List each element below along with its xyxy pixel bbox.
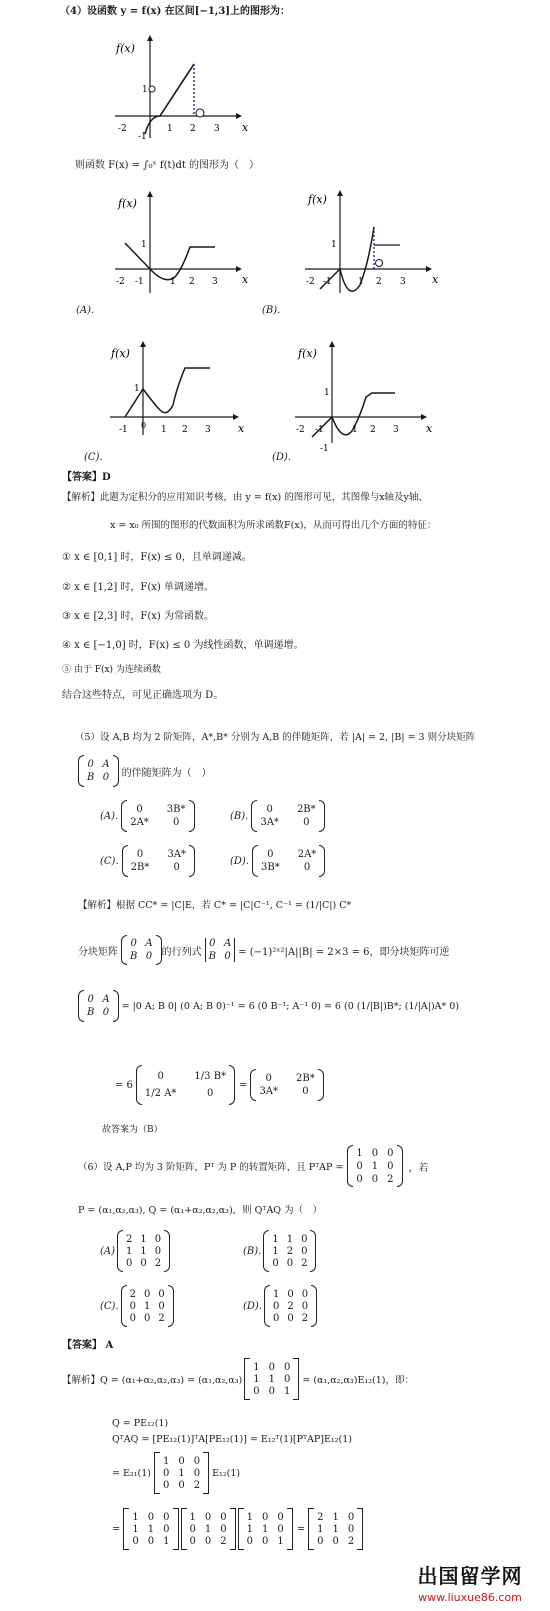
cell: 0: [286, 1257, 294, 1269]
cell: 1: [246, 1511, 254, 1523]
cell: 0: [371, 1173, 379, 1185]
option-label: (B).: [230, 810, 249, 822]
cell: 2: [193, 1479, 201, 1491]
q4-graph-b: [300, 185, 450, 295]
cell: A: [102, 759, 110, 770]
cell: 1: [189, 1511, 196, 1523]
q5-calc-line-1: [78, 990, 459, 1022]
cell: 1/3 B*: [194, 1071, 227, 1082]
q4-point-4: ④ x ∈ [−1,0] 时，F(x) ≤ 0 为线性函数，单调递增。: [62, 640, 304, 651]
q6-final-line: = 1 0 0 1 1 0 0 0 1 1 0 0 0 1 0 0 0 2 1 0 0 1 1 0 0 0 1 = 2 1 0 1 1 0 0 0 2: [112, 1508, 363, 1550]
cell: 2: [347, 1535, 355, 1547]
cell: 0: [144, 1288, 151, 1300]
cell: 0: [347, 1511, 355, 1523]
cell: 0: [209, 938, 216, 949]
det-suffix: = (−1)²ˣ²|A||B| = 2×3 = 6，即分块矩阵可逆: [238, 946, 450, 958]
tick-label: 1: [358, 277, 364, 287]
cell: 1: [332, 1511, 339, 1523]
cell: 3A*: [167, 849, 186, 860]
q6-intro-line: [78, 1145, 429, 1187]
q6-option-c[interactable]: [100, 1285, 174, 1327]
tick-label: -1: [138, 132, 147, 140]
q6-p-def: P = (α₁,α₂,α₃), Q = (α₁+α₂,α₂,α₃)，则 QᵀAQ 为（ ）: [78, 1205, 323, 1216]
q6-answer: 【答案】 A: [62, 1340, 114, 1351]
cell: 2: [220, 1535, 227, 1547]
cell: 0: [129, 1300, 137, 1312]
tick-label: 2: [189, 277, 195, 287]
cell: 1: [286, 1233, 294, 1245]
tick-label: -2: [118, 124, 127, 134]
cell: 0: [303, 862, 311, 873]
cell: 0: [140, 1257, 147, 1269]
tick-label: 3: [212, 277, 218, 287]
calc-1-text: = |0 A; B 0| (0 A; B 0)⁻¹ = 6 (0 B⁻¹; A⁻¹ 0) = 6 (0 (1/|B|)B*; (1/|A|)A* 0): [121, 1000, 460, 1012]
cell: 0: [301, 1300, 309, 1312]
cell: 0: [268, 1385, 275, 1397]
cell: 2: [301, 1257, 308, 1269]
cell: 0: [178, 1455, 185, 1467]
tick-label: 1: [331, 240, 337, 250]
tick-label: -2: [116, 277, 125, 287]
det-mid: 的行列式: [161, 946, 202, 958]
q6-line-3-suffix: E₁₂(1): [212, 1467, 241, 1479]
tick-label: 2: [376, 277, 382, 287]
cell: B: [130, 951, 138, 962]
cell: 0: [163, 1511, 170, 1523]
tick-label: -1: [323, 277, 332, 287]
cell: 1: [283, 1385, 291, 1397]
cell: 0: [332, 1535, 339, 1547]
cell: 1: [140, 1233, 147, 1245]
q4-point-5: ⑤ 由于 F(x) 为连续函数: [62, 665, 161, 675]
cell: 0: [224, 951, 231, 962]
option-label: (A).: [100, 810, 119, 822]
cell: B: [87, 1007, 95, 1018]
cell: 0: [277, 1511, 284, 1523]
cell: 0: [193, 1467, 201, 1479]
cell: 0: [268, 1361, 275, 1373]
cell: 1: [132, 1511, 139, 1523]
cell: B: [87, 772, 95, 783]
cell: 3A*: [259, 1086, 279, 1097]
option-label: (A): [100, 1245, 116, 1257]
cell: 0: [387, 1147, 394, 1159]
q6-analysis-suffix: = (α₁,α₂,α₃)E₁₂(1)，即：: [302, 1375, 414, 1386]
cell: 1: [371, 1160, 379, 1172]
cell: 1/2 A*: [144, 1088, 177, 1099]
q5-det-line: [78, 935, 450, 965]
cell: 0: [356, 1173, 363, 1185]
cell: 2A*: [130, 817, 149, 828]
option-label: (D).: [230, 855, 249, 867]
q4-graph-a: [110, 185, 260, 295]
cell: 0: [144, 1312, 151, 1324]
option-label: (C).: [100, 1300, 119, 1312]
cell: 1: [178, 1467, 185, 1479]
cell: 1: [272, 1233, 279, 1245]
q6-analysis-prefix: 【解析】Q = (α₁+α₂,α₂,α₃) = (α₁,α₂,α₃): [62, 1375, 243, 1386]
cell: B: [208, 951, 216, 962]
q5-answer: 故答案为（B）: [102, 1125, 163, 1135]
cell: 1: [317, 1523, 324, 1535]
cell: 1: [356, 1147, 363, 1159]
cell: 1: [126, 1245, 133, 1257]
cell: 0: [283, 1373, 291, 1385]
cell: 0: [87, 994, 94, 1005]
cell: 0: [287, 1312, 294, 1324]
cell: 0: [102, 772, 110, 783]
cell: 0: [272, 1257, 279, 1269]
q6-option-b[interactable]: [243, 1230, 316, 1272]
cell: 0: [207, 1088, 214, 1099]
q4-main-graph: [110, 30, 260, 140]
q5-option-b[interactable]: [230, 800, 325, 832]
q5-option-d[interactable]: [230, 845, 325, 877]
cell: 0: [130, 938, 137, 949]
tick-label: 3: [205, 425, 211, 435]
cell: 2: [287, 1300, 294, 1312]
cell: 0: [163, 1479, 170, 1491]
q4-point-2: ② x ∈ [1,2] 时，F(x) 单调递增。: [62, 582, 214, 593]
q4-point-3: ③ x ∈ [2,3] 时，F(x) 为常函数。: [62, 611, 214, 622]
cell: 1: [253, 1373, 260, 1385]
tick-label: -1: [119, 425, 128, 435]
cell: 0: [220, 1523, 227, 1535]
cell: 0: [246, 1535, 254, 1547]
cell: 0: [265, 1073, 272, 1084]
cell: 0: [277, 1523, 284, 1535]
cell: 3B*: [166, 804, 186, 815]
cell: 1: [273, 1288, 280, 1300]
graph-b-fx: f(x): [308, 193, 327, 206]
cell: 0: [132, 1535, 139, 1547]
q4-graph-d: [290, 335, 445, 455]
graph-b-x: x: [432, 273, 439, 286]
q4-conclusion: 结合这些特点，可见正确选项为 D。: [62, 690, 224, 701]
cell: 0: [147, 1535, 155, 1547]
tick-label: 1: [324, 388, 330, 398]
cell: A: [102, 994, 110, 1005]
tick-label: -1: [320, 444, 329, 454]
det-prefix: 分块矩阵: [78, 946, 118, 958]
cell: 0: [87, 759, 94, 770]
tick-label: 1: [167, 124, 173, 134]
cell: 0: [204, 1511, 212, 1523]
cell: 0: [147, 1511, 155, 1523]
cell: 2: [286, 1245, 294, 1257]
cell: 0: [347, 1523, 355, 1535]
tick-label: -1: [315, 425, 324, 435]
main-fx-label: f(x): [116, 42, 135, 55]
cell: 0: [136, 804, 143, 815]
q6-option-a[interactable]: [100, 1230, 170, 1272]
q4-then: 则函数 F(x) = ∫₀ˣ f(t)dt 的图形为（ ）: [75, 160, 260, 171]
graph-a-x: x: [242, 273, 249, 286]
cell: 2: [158, 1312, 165, 1324]
option-label: (C).: [100, 855, 119, 867]
cell: 0: [136, 849, 144, 860]
cell: 1: [268, 1373, 275, 1385]
cell: 0: [178, 1479, 185, 1491]
q6-line-3: [112, 1452, 240, 1494]
tick-label: 0: [141, 421, 147, 430]
cell: 0: [129, 1312, 137, 1324]
cell: 0: [126, 1257, 133, 1269]
cell: 2B*: [130, 862, 150, 873]
cell: 2: [387, 1173, 394, 1185]
tick-label: 3: [214, 124, 220, 134]
cell: 0: [193, 1455, 201, 1467]
option-label-b: (B).: [262, 305, 281, 316]
cell: 0: [158, 1300, 165, 1312]
cell: 0: [158, 1288, 165, 1300]
cell: 1: [163, 1535, 170, 1547]
cell: 0: [145, 951, 153, 962]
cell: 2B*: [296, 804, 316, 815]
q6-intro-suffix: ，若: [408, 1162, 429, 1174]
tick-label: 3: [400, 277, 406, 287]
option-label-a: (A).: [76, 305, 95, 316]
q5-calc-line-2: = 6 0 1/3 B* 1/2 A* 0 = 0 2B* 3A* 0: [115, 1065, 324, 1105]
q6-analysis-line: [62, 1358, 414, 1400]
graph-d-fx: f(x): [298, 347, 317, 360]
main-x-label: x: [242, 121, 249, 134]
tick-label: 1: [134, 384, 140, 394]
q5-intro: （5）设 A,B 均为 2 阶矩阵，A*,B* 分别为 A,B 的伴随矩阵，若 |A| = 2, |B| = 3 则分块矩阵: [75, 732, 476, 743]
cell: 1: [253, 1361, 260, 1373]
q6-line-3-prefix: = E₂₁(1): [112, 1467, 151, 1479]
cell: 0: [204, 1535, 212, 1547]
tick-label: 2: [190, 124, 196, 134]
tick-label: -1: [135, 277, 144, 287]
cell: 0: [262, 1511, 269, 1523]
tick-label: 2: [182, 425, 188, 435]
graph-d-x: x: [426, 422, 433, 435]
cell: 1: [277, 1535, 284, 1547]
cell: 0: [371, 1147, 379, 1159]
cell: 0: [172, 817, 180, 828]
cell: 0: [301, 1245, 308, 1257]
cell: 2: [129, 1288, 137, 1300]
cell: 1: [332, 1523, 339, 1535]
option-label: (B).: [243, 1245, 262, 1257]
tick-label: 1: [161, 425, 167, 435]
cell: 0: [287, 1288, 294, 1300]
cell: 1: [144, 1300, 151, 1312]
cell: 0: [157, 1071, 164, 1082]
cell: 2: [154, 1257, 162, 1269]
cell: 0: [301, 1233, 308, 1245]
cell: 1: [246, 1523, 254, 1535]
watermark-title: 出国留学网: [417, 1564, 523, 1588]
cell: 1: [204, 1523, 212, 1535]
cell: 0: [154, 1233, 162, 1245]
tick-label: 1: [142, 85, 148, 95]
cell: 0: [102, 1007, 110, 1018]
cell: 0: [356, 1160, 363, 1172]
cell: 1: [262, 1523, 269, 1535]
cell: 2: [126, 1233, 133, 1245]
cell: 0: [273, 1300, 280, 1312]
cell: 0: [189, 1523, 196, 1535]
tick-label: 1: [141, 240, 147, 250]
cell: 0: [266, 804, 273, 815]
cell: 3B*: [261, 862, 280, 873]
cell: 0: [302, 1086, 309, 1097]
cell: 2B*: [296, 1073, 315, 1084]
cell: 2A*: [297, 849, 317, 860]
cell: 0: [317, 1535, 324, 1547]
cell: 0: [262, 1535, 269, 1547]
q6-option-d[interactable]: [243, 1285, 317, 1327]
graph-c-x: x: [238, 422, 245, 435]
q4-graph-c: [105, 335, 255, 445]
cell: A: [223, 938, 232, 949]
cell: 1: [272, 1245, 279, 1257]
option-label: (D).: [243, 1300, 262, 1312]
cell: 1: [140, 1245, 147, 1257]
cell: 0: [189, 1535, 196, 1547]
q6-intro: （6）设 A,P 均为 3 阶矩阵，Pᵀ 为 P 的转置矩阵，且 PᵀAP =: [78, 1162, 344, 1173]
cell: 1: [132, 1523, 139, 1535]
cell: A: [145, 938, 153, 949]
cell: 0: [283, 1361, 291, 1373]
q5-analysis-1: 【解析】根据 CC* = |C|E，若 C* = |C|C⁻¹, C⁻¹ = (1/|C|) C*: [78, 900, 352, 911]
cell: 0: [154, 1245, 162, 1257]
q5-option-c[interactable]: [100, 845, 195, 877]
cell: 0: [220, 1511, 227, 1523]
cell: 0: [163, 1467, 170, 1479]
q6-line-2: QᵀAQ = [PE₁₂(1)]ᵀA[PE₁₂(1)] = E₁₂ᵀ(1)[PᵀAP]E₁₂(1): [112, 1434, 352, 1445]
cell: 0: [387, 1160, 394, 1172]
q4-point-1: ① x ∈ [0,1] 时，F(x) ≤ 0，且单调递减。: [62, 552, 252, 563]
tick-label: 1: [170, 277, 176, 287]
cell: 0: [163, 1523, 170, 1535]
q5-option-a[interactable]: [100, 800, 195, 832]
cell: 0: [273, 1312, 280, 1324]
cell: 0: [253, 1385, 260, 1397]
tick-label: -2: [296, 425, 305, 435]
option-label-c: (C).: [84, 452, 103, 463]
cell: 2: [301, 1312, 309, 1324]
cell: 0: [173, 862, 180, 873]
q4-intro: （4）设函数 y = f(x) 在区间[−1,3]上的图形为：: [60, 6, 291, 17]
watermark-url: www.liuxue86.com: [418, 1591, 522, 1604]
q5-block-matrix: [78, 755, 212, 787]
tick-label: 3: [393, 425, 399, 435]
graph-c-fx: f(x): [111, 347, 130, 360]
cell: 0: [301, 1288, 309, 1300]
q4-analysis-1: 【解析】此题为定积分的应用知识考核，由 y = f(x) 的图形可见，其图像与x轴及y轴、: [62, 492, 428, 503]
cell: 3A*: [260, 817, 279, 828]
cell: 1: [163, 1455, 170, 1467]
q6-line-1: Q = PE₁₂(1): [112, 1418, 169, 1429]
cell: 0: [267, 849, 274, 860]
q4-answer: 【答案】D: [62, 472, 111, 483]
tick-label: 2: [370, 425, 376, 435]
option-label-d: (D).: [272, 452, 291, 463]
cell: 2: [317, 1511, 324, 1523]
tick-label: 1: [352, 425, 358, 435]
cell: 1: [147, 1523, 155, 1535]
graph-a-fx: f(x): [118, 197, 137, 210]
q4-analysis-2: x = x₀ 所围的图形的代数面积为所求函数F(x)，从而可得出几个方面的特征：: [110, 520, 437, 531]
site-watermark: [395, 1560, 545, 1606]
tick-label: -2: [306, 277, 315, 287]
q5-block-suffix: 的伴随矩阵为（ ）: [121, 767, 212, 779]
cell: 0: [303, 817, 310, 828]
